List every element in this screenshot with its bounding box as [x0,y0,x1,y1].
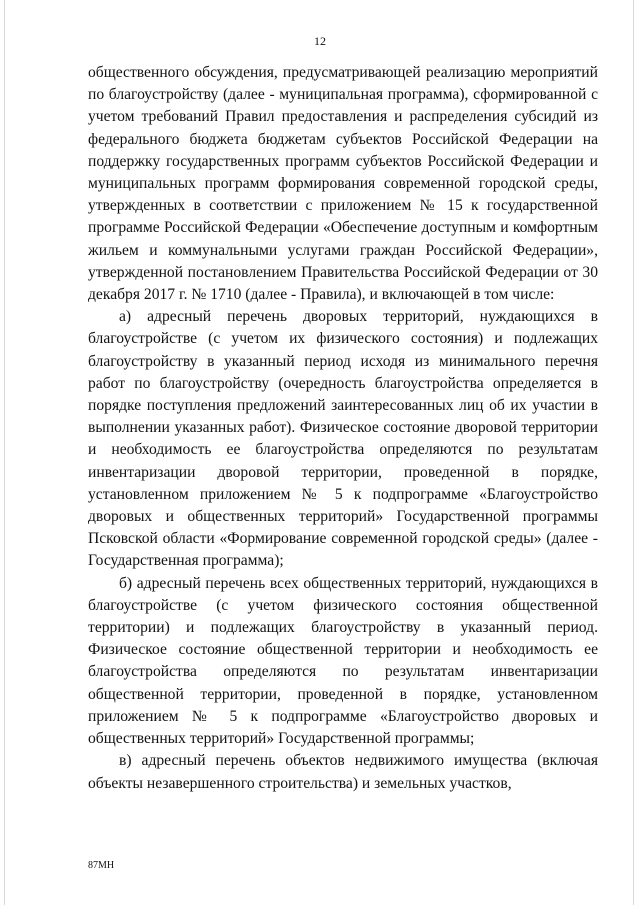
document-code: 87МН [88,860,115,871]
scan-edge-left [4,0,5,905]
paragraph-continuation: общественного обсуждения, предусматривающей реализацию мероприятий по благоустройству (далее - муниципальная программа), сформированной с учетом требований Правил предоставления и распределения субсидий из федерального бюджета бюджетам субъектов Российской Федерации на поддержку государственных программ субъектов Российской Федерации и муниципальных программ формирования современной городской среды, утвержденных в соответствии с приложением № 15 к государственной программе Российской Федерации «Обеспечение доступным и комфортным жильем и коммунальными услугами граждан Российской Федерации», утвержденной постановлением Правительства Российской Федерации от 30 декабря 2017 г. № 1710 (далее - Правила), и включающей в том числе: [88,64,598,304]
paragraph-item-a: а) адресный перечень дворовых территорий, нуждающихся в благоустройстве (с учетом их физического состояния) и подлежащих благоустройству в указанный период исходя из минимального перечня работ по благоустройству (очередность благоустройства определяется в порядке поступления предложений заинтересованных лиц об их участии в выполнении указанных работ). Физическое состояние дворовой территории и необходимость ее благоустройства определяются по результатам инвентаризации дворовой территории, проведенной в порядке, установленном приложением № 5 к подпрограмме «Благоустройство дворовых и общественных территорий» Государственной программы Псковской области «Формирование современной городской среды» (далее - Государственная программа); [88,308,598,570]
paragraph-item-b: б) адресный перечень всех общественных территорий, нуждающихся в благоустройстве (с учетом физического состояния общественной территории) и подлежащих благоустройству в указанный период. Физическое состояние общественной территории и необходимость ее благоустройства определяются по результатам инвентаризации общественной территории, проведенной в порядке, установленном приложением № 5 к подпрограмме «Благоустройство дворовых и общественных территорий» Государственной программы; [88,574,598,748]
paragraph-item-v: в) адресный перечень объектов недвижимого имущества (включая объекты незавершенного строительства) и земельных участков, [88,752,598,792]
page-number: 12 [314,34,326,48]
scan-edge-right [633,0,634,905]
document-body [88,62,598,795]
